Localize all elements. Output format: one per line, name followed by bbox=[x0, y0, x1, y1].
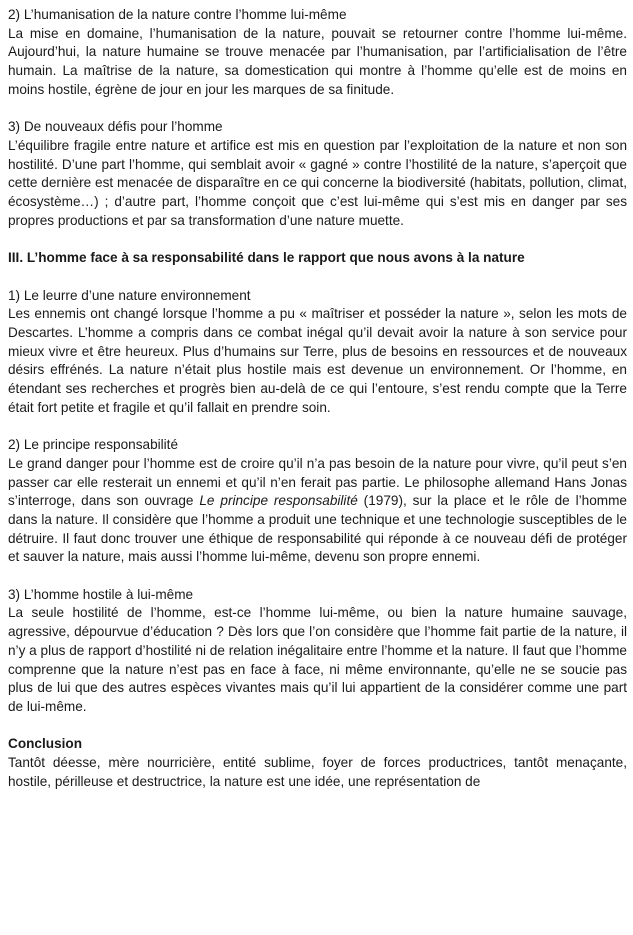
section-paragraph: Les ennemis ont changé lorsque l’homme a pu « maîtriser et posséder la nature », selon les mots de Descartes. L’homme a compris dans ce combat inégal qu’il devait avoir la nature à son service pour mieux vivre et être heureux. Plus d’humains sur Terre, plus de besoins en ressources et de nouveaux désirs effrénés. La nature n’était plus hostile mais est devenue un environnement. Or l’homme, en étendant ses recherches et progrès bien au-delà de ce qui l’entoure, s’est rendu compte que la Terre était fort petite et fragile et qu’il fallait en prendre soin. bbox=[8, 306, 627, 415]
section-homme-hostile bbox=[8, 586, 627, 717]
section-leurre bbox=[8, 287, 627, 418]
section-paragraph: La seule hostilité de l’homme, est-ce l’homme lui-même, ou bien la nature humaine sauvage, agressive, dépourvue d’éducation ? Dès lors que l’on considère que l’homme fait partie de la nature, il n’y a plus de rapport d’hostilité ni de relation inégalitaire entre l’homme et la nature. Il faut que l’homme comprenne que la nature n’est pas en face à face, ni même environnante, qu’elle ne se soucie pas plus de lui que des autres espèces vivantes mais qu’il lui appartient de la considérer comme une part de lui-même. bbox=[8, 605, 627, 714]
section-humanisation bbox=[8, 6, 627, 100]
section-heading: 2) Le principe responsabilité bbox=[8, 437, 179, 453]
section-principe-responsabilite bbox=[8, 436, 627, 567]
section-heading: 3) De nouveaux défis pour l’homme bbox=[8, 119, 223, 135]
paragraph-text-before: Le grand danger pour l’homme est de croire qu’il n’a pas besoin de la nature pour vivre, qu’il peut s’en passer car elle resterait un ennemi et qu’il n’en ferait pas partie. Le philosophe allemand Hans Jonas s’interroge, dans son ouvrage bbox=[8, 455, 627, 509]
conclusion-paragraph: Tantôt déesse, mère nourricière, entité sublime, foyer de forces productrices, tantôt menaçante, hostile, périlleuse et destructrice, la nature est une idée, une représentation de bbox=[8, 755, 627, 789]
section-conclusion bbox=[8, 735, 627, 791]
section-heading: 2) L’humanisation de la nature contre l’homme lui-même bbox=[8, 7, 347, 22]
book-title: Le principe responsabilité bbox=[199, 493, 358, 509]
part-three-title: III. L’homme face à sa responsabilité dans le rapport que nous avons à la nature bbox=[8, 250, 525, 266]
section-paragraph: L’équilibre fragile entre nature et artifice est mis en question par l’exploitation de la nature et non son hostilité. D’une part l’homme, qui semblait avoir « gagné » contre l’hostilité de la nature, s’aperçoit que cette dernière est menacée de disparaître en ce qui concerne la biodiversité (habitats, pollution, climat, écosystème…) ; d’autre part, l’homme conçoit que c’est lui-même qui s’est mis en danger par ses propres productions et par sa transformation d’une nature muette. bbox=[8, 137, 627, 228]
section-heading: 3) L’homme hostile à lui-même bbox=[8, 586, 194, 602]
section-heading: 1) Le leurre d’une nature environnement bbox=[8, 287, 251, 303]
section-paragraph bbox=[8, 455, 627, 567]
section-nouveaux-defis bbox=[8, 118, 627, 230]
section-paragraph: La mise en domaine, l’humanisation de la nature, pouvait se retourner contre l’homme lui-même. Aujourd’hui, la nature humaine se trouve menacée par l’humanisation, par l’artificialisation de l’être humain. La maîtrise de la nature, sa domestication qui montre à l’homme qu’elle est de moins en moins hostile, égrène de jour en jour les marques de sa finitude. bbox=[8, 25, 627, 97]
paragraph-text-after: (1979), sur la place et le rôle de l’homme dans la nature. Il considère que l’homme a produit une technique et une technologie susceptibles de le détruire. Il faut donc trouver une éthique de responsabilité qui réponde à ce nouveau défi de protéger et sauver la nature, mais aussi l’homme lui-même, devenu son propre ennemi. bbox=[8, 493, 627, 565]
conclusion-title: Conclusion bbox=[8, 736, 83, 752]
